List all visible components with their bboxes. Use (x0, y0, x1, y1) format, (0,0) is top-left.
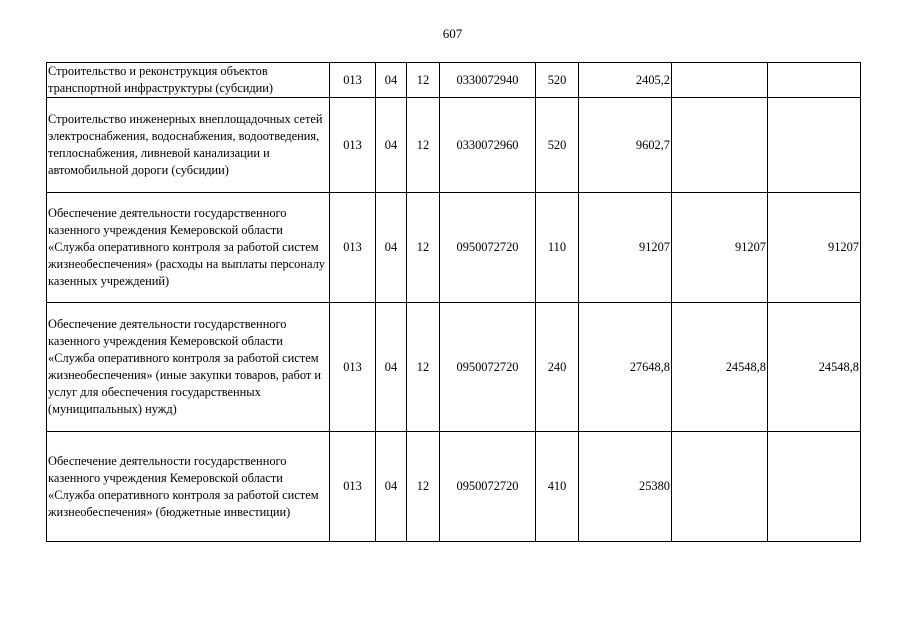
amount-3: 24548,8 (768, 303, 861, 432)
section-code: 04 (376, 193, 407, 303)
row-name: Строительство и реконструкция объектов транспортной инфраструктуры (субсидии) (47, 63, 330, 98)
amount-1: 2405,2 (579, 63, 672, 98)
subsection-code: 12 (407, 193, 440, 303)
expense-type-code: 240 (536, 303, 579, 432)
target-article-code: 0950072720 (440, 432, 536, 542)
table-row (47, 193, 861, 303)
target-article-code: 0950072720 (440, 303, 536, 432)
ministry-code: 013 (330, 193, 376, 303)
subsection-code: 12 (407, 63, 440, 98)
amount-3 (768, 63, 861, 98)
amount-2 (672, 98, 768, 193)
table-body (47, 63, 861, 542)
row-name: Обеспечение деятельности государственного казенного учреждения Кемеровской области «Служба оперативного контроля за работой систем жизнеобеспечения» (бюджетные инвестиции) (47, 432, 330, 542)
table-row (47, 98, 861, 193)
target-article-code: 0330072940 (440, 63, 536, 98)
expense-type-code: 520 (536, 63, 579, 98)
page-number: 607 (442, 26, 463, 41)
table-row (47, 432, 861, 542)
target-article-code: 0950072720 (440, 193, 536, 303)
row-name: Обеспечение деятельности государственного казенного учреждения Кемеровской области «Служба оперативного контроля за работой систем жизнеобеспечения» (иные закупки товаров, работ и услуг для обеспечения государственных (муниципальных) нужд) (47, 303, 330, 432)
expense-type-code: 410 (536, 432, 579, 542)
expense-type-code: 110 (536, 193, 579, 303)
amount-3: 91207 (768, 193, 861, 303)
section-code: 04 (376, 98, 407, 193)
table-row (47, 63, 861, 98)
target-article-code: 0330072960 (440, 98, 536, 193)
section-code: 04 (376, 303, 407, 432)
subsection-code: 12 (407, 303, 440, 432)
table-row (47, 303, 861, 432)
ministry-code: 013 (330, 432, 376, 542)
ministry-code: 013 (330, 303, 376, 432)
amount-1: 91207 (579, 193, 672, 303)
subsection-code: 12 (407, 98, 440, 193)
amount-1: 25380 (579, 432, 672, 542)
expense-type-code: 520 (536, 98, 579, 193)
section-code: 04 (376, 432, 407, 542)
row-name: Обеспечение деятельности государственного казенного учреждения Кемеровской области «Служба оперативного контроля за работой систем жизнеобеспечения» (расходы на выплаты персоналу казенных учреждений) (47, 193, 330, 303)
amount-2 (672, 432, 768, 542)
section-code: 04 (376, 63, 407, 98)
amount-1: 27648,8 (579, 303, 672, 432)
amount-2: 24548,8 (672, 303, 768, 432)
amount-3 (768, 432, 861, 542)
amount-2 (672, 63, 768, 98)
amount-3 (768, 98, 861, 193)
amount-2: 91207 (672, 193, 768, 303)
row-name: Строительство инженерных внеплощадочных сетей электроснабжения, водоснабжения, водоотведения, теплоснабжения, ливневой канализации и автомобильной дороги (субсидии) (47, 98, 330, 193)
subsection-code: 12 (407, 432, 440, 542)
amount-1: 9602,7 (579, 98, 672, 193)
ministry-code: 013 (330, 98, 376, 193)
budget-table (46, 62, 861, 542)
ministry-code: 013 (330, 63, 376, 98)
